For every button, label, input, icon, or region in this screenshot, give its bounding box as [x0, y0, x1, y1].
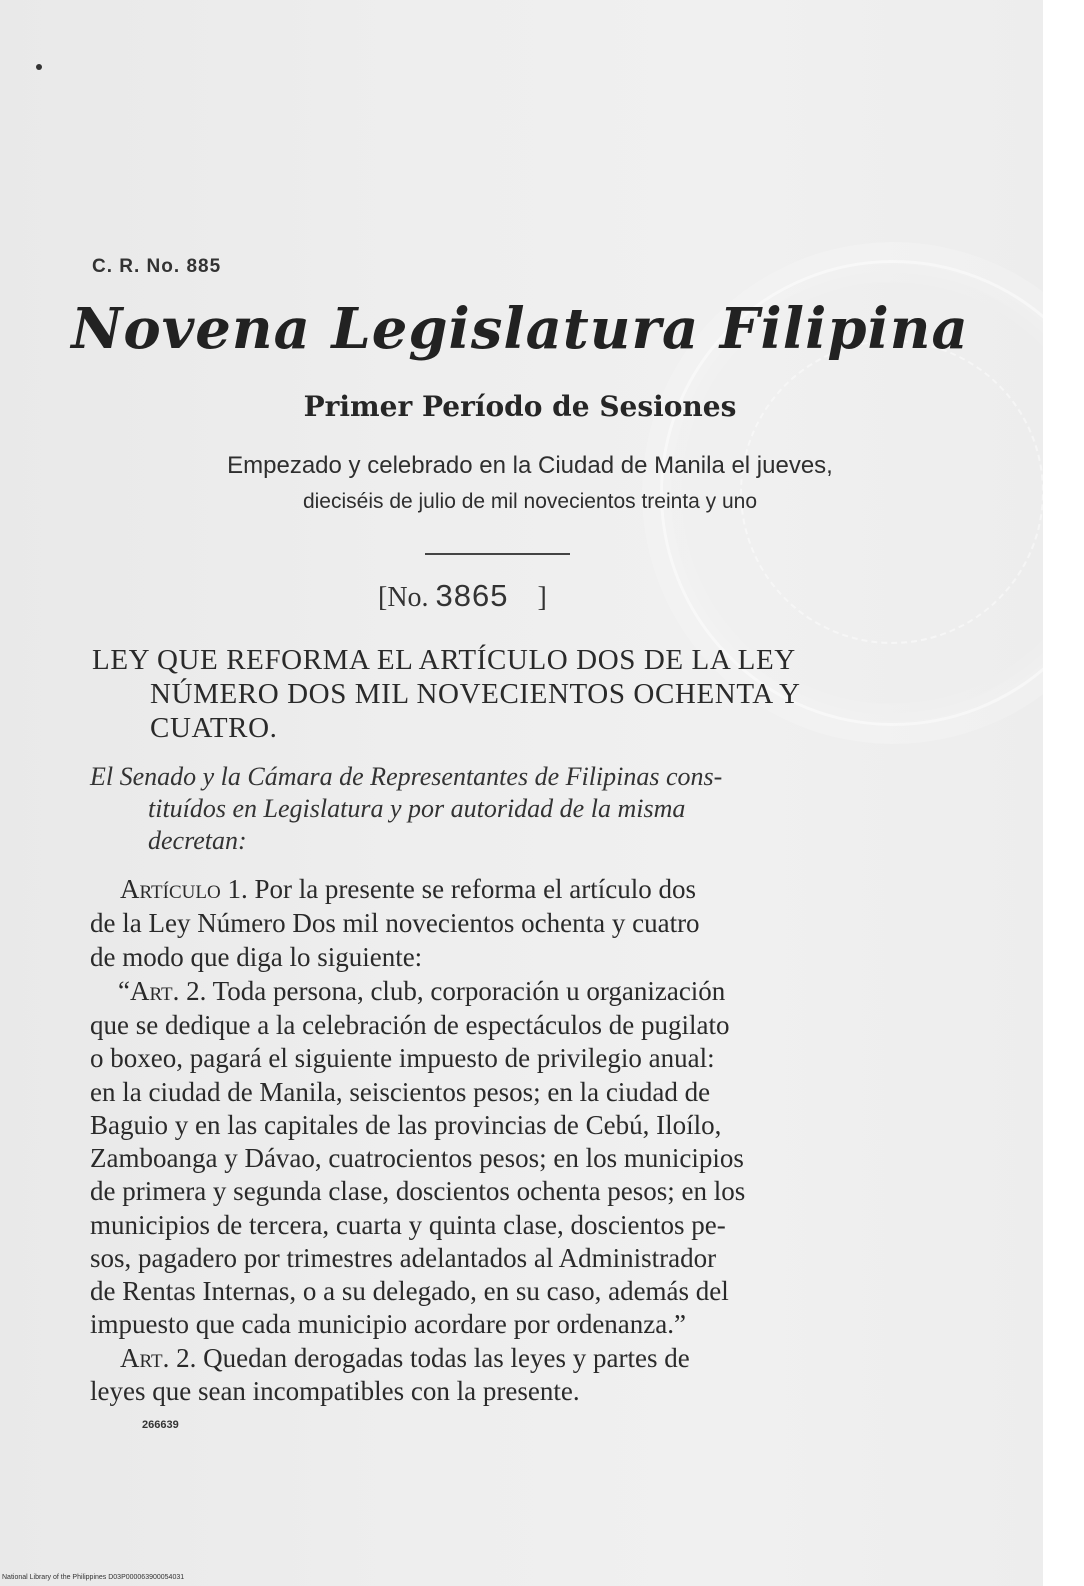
article-2-line	[120, 1343, 690, 1374]
legislature-heading: Novena Legislatura Filipina	[71, 296, 969, 362]
quoted-article-line: en la ciudad de Manila, seiscientos pesos; en la ciudad de	[90, 1077, 711, 1107]
quoted-article-line: de Rentas Internas, o a su delegado, en su caso, además del	[90, 1276, 729, 1306]
enacting-clause-line: El Senado y la Cámara de Representantes de Filipinas cons-	[90, 762, 723, 791]
act-title-line: NÚMERO DOS MIL NOVECIENTOS OCHENTA Y	[150, 678, 801, 710]
footer-caption: National Library of the Philippines D03P000063900054031	[2, 1574, 185, 1581]
enacting-clause-line: decretan:	[148, 826, 247, 855]
act-number-value: 3865	[435, 578, 509, 613]
ink-spot	[36, 64, 42, 70]
act-number-prefix: [No.	[378, 582, 429, 613]
quoted-article-line: impuesto que cada municipio acordare por ordenanza.”	[90, 1309, 686, 1339]
convened-line-1: Empezado y celebrado en la Ciudad de Manila el jueves,	[227, 452, 833, 479]
act-title-line: LEY QUE REFORMA EL ARTÍCULO DOS DE LA LEY	[92, 644, 796, 676]
convened-line-2: dieciséis de julio de mil novecientos treinta y uno	[302, 490, 758, 513]
quoted-article-line	[118, 976, 725, 1007]
quoted-article-line: Baguio y en las capitales de las provincias de Cebú, Iloílo,	[90, 1110, 722, 1140]
quoted-article-line: de primera y segunda clase, doscientos ochenta pesos; en los	[90, 1176, 746, 1206]
act-number	[378, 578, 547, 614]
article-1-line	[120, 874, 696, 905]
act-title-line: CUATRO.	[150, 712, 278, 744]
quoted-article-text: 2. Toda persona, club, corporación u organización	[179, 976, 726, 1006]
quoted-article-line: Zamboanga y Dávao, cuatrocientos pesos; en los municipios	[90, 1143, 744, 1173]
open-quote: “	[118, 976, 130, 1006]
quoted-article-line: municipios de tercera, cuarta y quinta clase, doscientos pe-	[90, 1210, 726, 1240]
article-2-line: leyes que sean incompatibles con la presente.	[90, 1376, 580, 1406]
cr-number: C. R. No. 885	[92, 256, 222, 277]
print-code: 266639	[142, 1419, 179, 1431]
article-2-text: 2. Quedan derogadas todas las leyes y partes de	[169, 1343, 690, 1373]
scan-margin	[1043, 0, 1084, 1586]
quoted-article-line: sos, pagadero por trimestres adelantados al Administrador	[90, 1243, 717, 1273]
quoted-article-line: o boxeo, pagará el siguiente impuesto de privilegio anual:	[90, 1043, 715, 1073]
quoted-article-line: que se dedique a la celebración de espectáculos de pugilato	[90, 1010, 730, 1040]
article-1-line: de la Ley Número Dos mil novecientos ochenta y cuatro	[90, 908, 700, 938]
session-heading: Primer Período de Sesiones	[303, 390, 737, 423]
article-1-label: Artículo	[120, 874, 221, 904]
article-2-label: Art.	[120, 1343, 170, 1373]
quoted-article-label: Art.	[129, 976, 180, 1006]
divider-rule	[425, 553, 570, 555]
article-1-text: 1. Por la presente se reforma el artículo dos	[220, 874, 697, 904]
enacting-clause-line: tituídos en Legislatura y por autoridad de la misma	[148, 794, 686, 823]
act-number-suffix: ]	[537, 582, 547, 613]
article-1-line: de modo que diga lo siguiente:	[90, 942, 423, 972]
